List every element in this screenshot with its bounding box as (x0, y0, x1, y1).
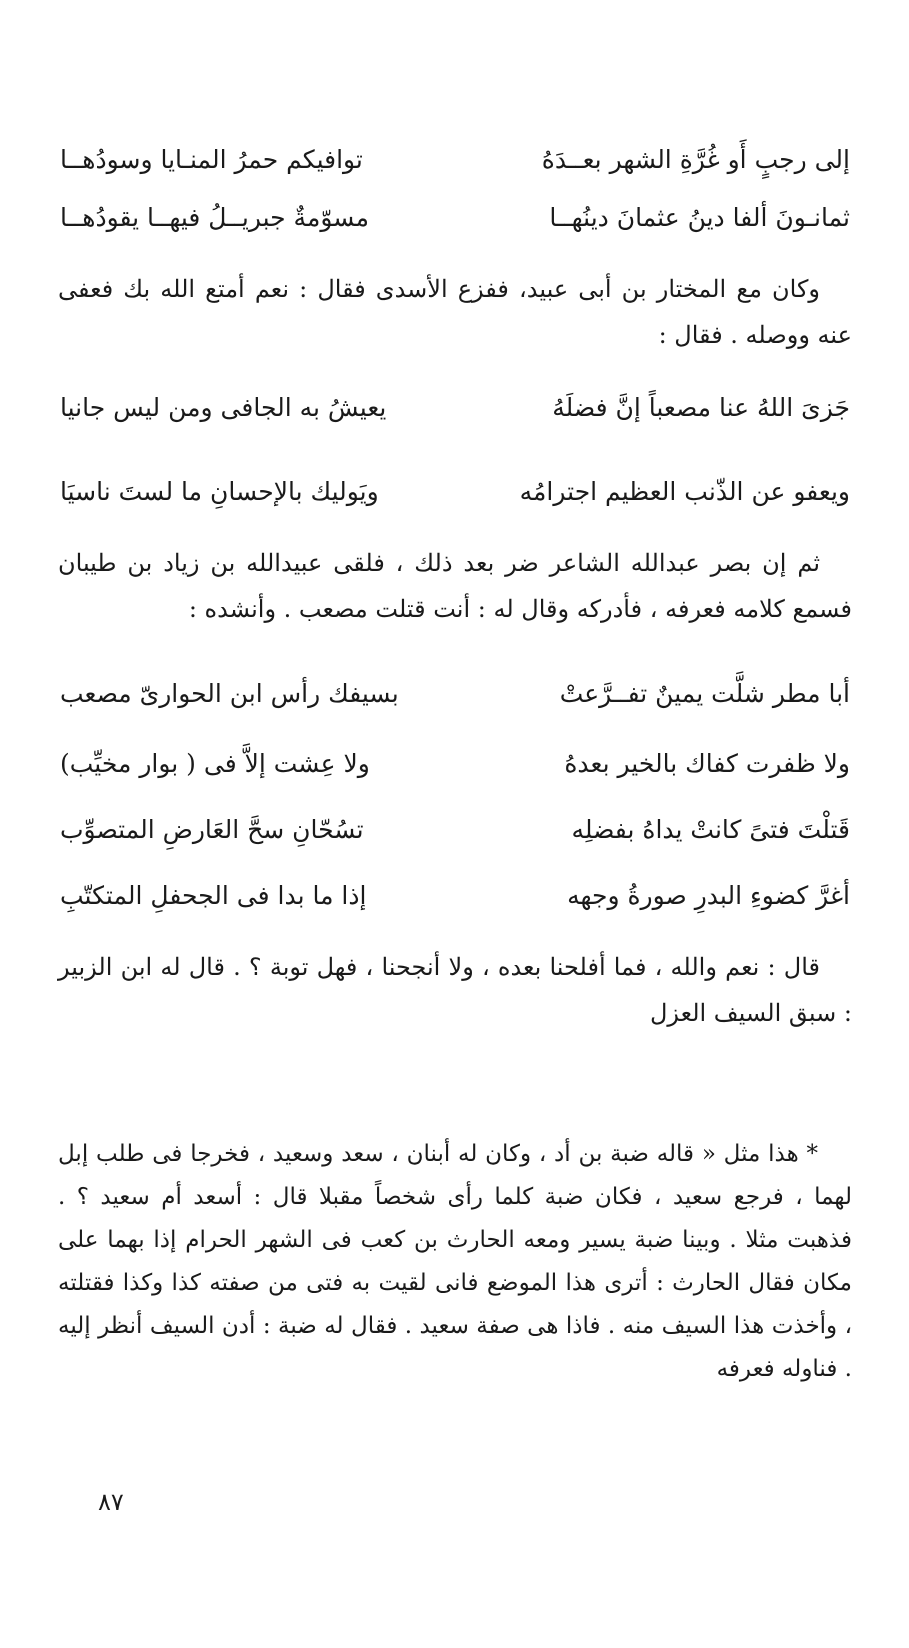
footnote-text: * هذا مثل « قاله ضبة بن أد ، وكان له أبنان ، سعد وسعيد ، فخرجا فى طلب إبل لهما ، فرجع سعيد ، فكان ضبة كلما رأى شخصاً مقبلا قال : أسعد أم سعيد ؟ . فذهبت مثلا . وبينا ضبة يسير ومعه الحارث بن كعب فى الشهر الحرام إذا بهما على مكان فقال الحارث : أترى هذا الموضع فانى لقيت به فتى من صفته كذا وكذا فقتلته ، وأخذت هذا السيف منه . فاذا هى صفة سعيد . فقال له ضبة : أدن السيف أنظر إليه . فناوله فعرفه (58, 1141, 852, 1382)
verse-line (60, 194, 850, 242)
page-number: ٨٧ (98, 1488, 124, 1516)
verse-second-hemistich: إذا ما بدا فى الجحفلِ المتكتّبِ (60, 881, 367, 910)
verse-second-hemistich: ويَوليك بالإحسانِ ما لستَ ناسيَا (60, 477, 379, 506)
verse-first-hemistich: أغرَّ كضوءِ البدرِ صورةُ وجهه (567, 881, 850, 910)
verse-first-hemistich: إلى رجبٍ أَو غُرَّةِ الشهر بعــدَهُ (541, 145, 850, 174)
verse-line (60, 872, 850, 920)
verse-second-hemistich: تسُحّانِ سحَّ العَارضِ المتصوِّب (60, 815, 364, 844)
verse-line (60, 740, 850, 788)
verse-line (60, 670, 850, 718)
verse-second-hemistich: مسوّمةٌ جبريــلُ فيهــا يقودُهــا (60, 203, 369, 232)
verse-line (60, 468, 850, 516)
verse-first-hemistich: ويعفو عن الذّنب العظيم اجترامُه (519, 477, 850, 506)
verse-second-hemistich: يعيشُ به الجافى ومن ليس جانيا (60, 393, 387, 422)
verse-line (60, 806, 850, 854)
verse-first-hemistich: قَتلْتَ فتىً كانتْ يداهُ بفضلِه (571, 815, 850, 844)
verse-second-hemistich: توافيكم حمرُ المنـايا وسودُهــا (60, 145, 363, 174)
prose-paragraph: ثم إن بصر عبدالله الشاعر ضر بعد ذلك ، فلقى عبيدالله بن زياد بن طيبان فسمع كلامه فعرفه ، فأدركه وقال له : أنت قتلت مصعب . وأنشده : (58, 549, 852, 623)
verse-second-hemistich: ولا عِشت إلاَّ فى ( بوار مخيِّب) (60, 749, 370, 778)
verse-first-hemistich: جَزىَ اللهُ عنا مصعباً إنَّ فضلَهُ (552, 393, 850, 422)
verse-first-hemistich: ولا ظفرت كفاك بالخير بعدهُ (564, 749, 850, 778)
prose-paragraph: قال : نعم والله ، فما أفلحنا بعده ، ولا أنجحنا ، فهل توبة ؟ . قال له ابن الزبير : سبق السيف العزل (58, 953, 852, 1027)
verse-line (60, 136, 850, 184)
verse-second-hemistich: بسيفك رأس ابن الحوارىّ مصعب (60, 679, 399, 708)
verse-first-hemistich: ثمانـونَ ألفا دينُ عثمانَ دينُهــا (549, 203, 850, 232)
verse-line (60, 384, 850, 432)
prose-paragraph: وكان مع المختار بن أبى عبيد، ففزع الأسدى فقال : نعم أمتع الله بك فعفى عنه ووصله . فقال : (58, 275, 852, 349)
verse-first-hemistich: أبا مطر شلَّت يمينٌ تفــرَّعتْ (559, 679, 850, 708)
